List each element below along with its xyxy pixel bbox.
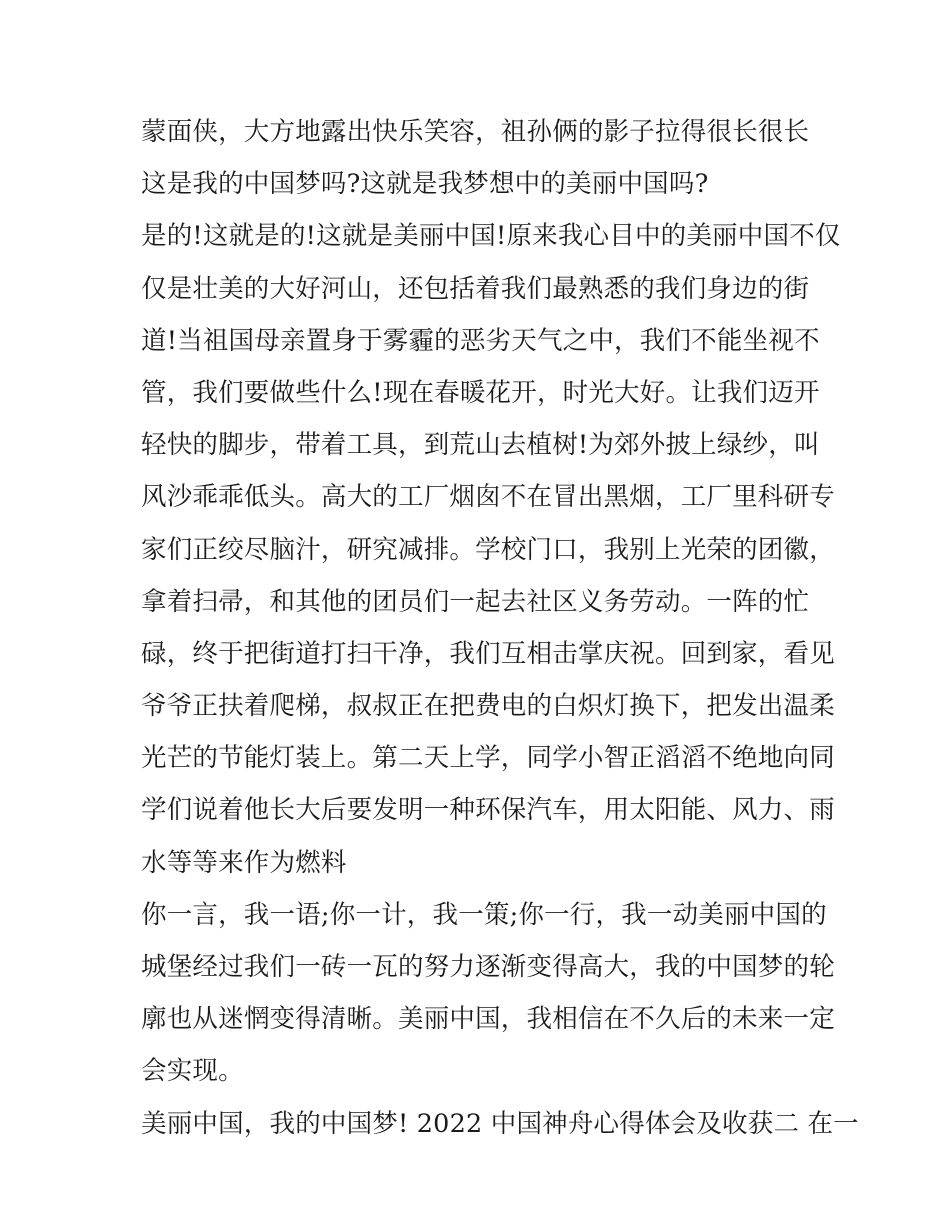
- text-line: 这是我的中国梦吗?这就是我梦想中的美丽中国吗?: [141, 169, 709, 200]
- text-line: 碌，终于把街道打扫干净，我们互相击掌庆祝。回到家，看见: [141, 638, 835, 669]
- text-line: 管，我们要做些什么!现在春暖花开，时光大好。让我们迈开: [141, 377, 820, 408]
- text-line: 风沙乖乖低头。高大的工厂烟囱不在冒出黑烟，工厂里科研专: [141, 482, 835, 513]
- text-line: 学们说着他长大后要发明一种环保汽车，用太阳能、风力、雨: [141, 795, 835, 826]
- text-line: 蒙面侠，大方地露出快乐笑容，祖孙俩的影子拉得很长很长: [141, 117, 810, 147]
- text-line: 光芒的节能灯装上。第二天上学，同学小智正滔滔不绝地向同: [141, 743, 835, 774]
- body-text: [141, 106, 859, 1150]
- text-line: 是的!这就是的!这就是美丽中国!原来我心目中的美丽中国不仅: [141, 221, 841, 252]
- text-line: 你一言，我一语;你一计，我一策;你一行，我一动美丽中国的: [141, 899, 827, 930]
- text-line: 仅是壮美的大好河山，还包括着我们最熟悉的我们身边的街: [141, 273, 810, 304]
- text-line: 廓也从迷惘变得清晰。美丽中国，我相信在不久后的未来一定: [141, 1004, 835, 1035]
- text-line: 家们正绞尽脑汁，研究减排。学校门口，我别上光荣的团徽，: [141, 534, 835, 565]
- text-line: 会实现。: [141, 1056, 244, 1087]
- text-line: 道!当祖国母亲置身于雾霾的恶劣天气之中，我们不能坐视不: [141, 325, 820, 356]
- text-line: 拿着扫帚，和其他的团员们一起去社区义务劳动。一阵的忙: [141, 586, 810, 617]
- text-line: 轻快的脚步，带着工具，到荒山去植树!为郊外披上绿纱，叫: [141, 430, 820, 461]
- text-line: 美丽中国，我的中国梦! 2022 中国神舟心得体会及收获二 在一: [141, 1108, 859, 1139]
- text-line: 爷爷正扶着爬梯，叔叔正在把费电的白炽灯换下，把发出温柔: [141, 691, 835, 722]
- text-line: 水等等来作为燃料: [141, 847, 347, 878]
- text-line: 城堡经过我们一砖一瓦的努力逐渐变得高大，我的中国梦的轮: [141, 952, 835, 982]
